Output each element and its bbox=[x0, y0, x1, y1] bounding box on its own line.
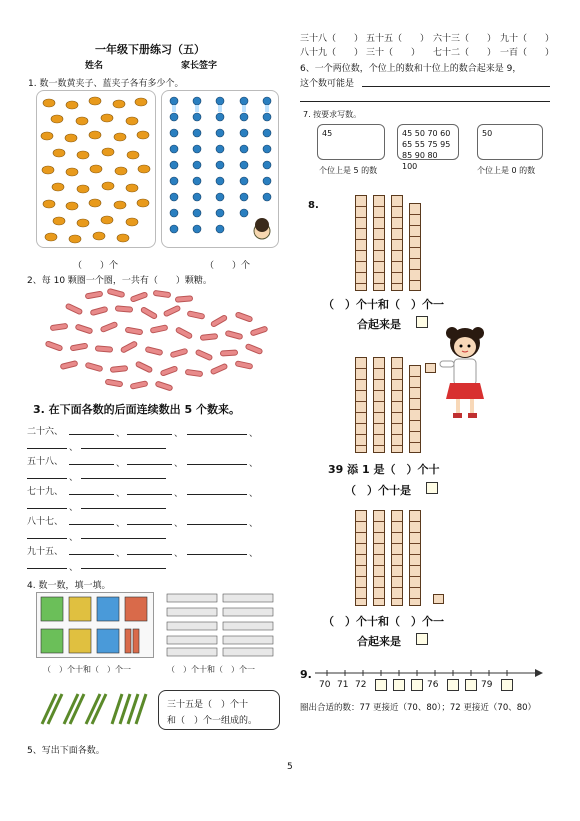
blue-clips-panel bbox=[161, 90, 279, 248]
q9-number-line bbox=[313, 666, 551, 698]
q3-row-label-5: 九十五、 bbox=[27, 547, 64, 557]
question-6-line-1: 6、一个两位数，个位上的数和十位上的数合起来是 9， bbox=[300, 64, 522, 74]
pencil-bundles-box bbox=[36, 592, 154, 658]
q9-blank-80[interactable] bbox=[501, 679, 513, 691]
q7-panel bbox=[299, 106, 551, 178]
q8b-tens-blocks bbox=[355, 355, 435, 455]
q5-item-8[interactable]: 一百（ ） bbox=[500, 48, 555, 58]
q7-box-middle bbox=[397, 124, 459, 171]
q8b-line-1: 39 添 1 是（ ）个十 bbox=[328, 463, 440, 476]
q9-tick-label: 70 bbox=[319, 680, 331, 690]
q5-item-2[interactable]: 五十五（ ） bbox=[366, 34, 430, 44]
question-9-number: 9. bbox=[300, 668, 312, 681]
q9-tick-label: 72 bbox=[355, 680, 367, 690]
q9-tick-label: 76 bbox=[427, 680, 439, 690]
q4-speech-bubble bbox=[158, 690, 280, 730]
q9-tick-label: 79 bbox=[481, 680, 493, 690]
q8a-answer-box[interactable] bbox=[416, 316, 428, 328]
name-label: 姓名 bbox=[85, 61, 104, 71]
q8c-tens-blocks bbox=[355, 508, 455, 608]
q9-tick-labels bbox=[313, 678, 551, 694]
q9-blank-77[interactable] bbox=[447, 679, 459, 691]
q1-answer-blue[interactable]: （ ）个 bbox=[205, 261, 251, 271]
yellow-clips-illustration bbox=[37, 91, 156, 248]
q6-answer-line-2[interactable] bbox=[300, 101, 550, 102]
page-number: 5 bbox=[287, 762, 293, 772]
q5-row-1 bbox=[300, 31, 555, 45]
q8c-line-1: （ ）个十和（ ）个一 bbox=[323, 615, 444, 628]
q7-box-right-value: 50 bbox=[482, 129, 493, 138]
q8a-line-2: 合起来是 bbox=[357, 318, 401, 331]
q9-blank-73[interactable] bbox=[375, 679, 387, 691]
q8b-line-2: （ ）个十是 bbox=[345, 484, 411, 497]
question-3-text: 3. 在下面各数的后面连续数出 5 个数来。 bbox=[33, 403, 240, 416]
q3-row-label-3: 七十九、 bbox=[27, 487, 64, 497]
q9-blank-74[interactable] bbox=[393, 679, 405, 691]
q9-tick-label: 71 bbox=[337, 680, 349, 690]
girl-icon bbox=[436, 325, 494, 425]
q7-box-left[interactable] bbox=[317, 124, 385, 160]
candy-cluster bbox=[45, 288, 275, 393]
worksheet-title: 一年级下册练习（五） bbox=[95, 43, 205, 56]
question-8-number: 8. bbox=[308, 200, 319, 211]
q5-item-3[interactable]: 六十三（ ） bbox=[433, 34, 497, 44]
cube-rows bbox=[165, 592, 277, 658]
q8a-line-1: （ ）个十和（ ）个一 bbox=[323, 298, 444, 311]
q4-caption-left: （ ）个十和（ ）个一 bbox=[43, 665, 131, 674]
q8c-answer-box[interactable] bbox=[416, 633, 428, 645]
girl-illustration bbox=[436, 325, 494, 425]
q3-row-label-2: 五十八、 bbox=[27, 457, 64, 467]
q4-caption-right: （ ）个十和（ ）个一 bbox=[167, 665, 255, 674]
q7-box-right[interactable] bbox=[477, 124, 543, 160]
q7-label-left: 个位上是 5 的数 bbox=[319, 166, 378, 175]
q4-bubble-line-2: 和（ ）个一组成的。 bbox=[167, 716, 258, 726]
q5-item-1[interactable]: 三十八（ ） bbox=[300, 34, 364, 44]
q9-blank-75[interactable] bbox=[411, 679, 423, 691]
q7-box-left-value: 45 bbox=[322, 129, 333, 138]
parent-signature-label: 家长签字 bbox=[181, 61, 218, 71]
q5-item-5[interactable]: 八十九（ ） bbox=[300, 48, 364, 58]
question-1-text: 1. 数一数黄夹子、蓝夹子各有多少个。 bbox=[28, 79, 184, 89]
question-7-text: 7. 按要求写数。 bbox=[303, 110, 362, 119]
q1-answer-yellow[interactable]: （ ）个 bbox=[73, 261, 119, 271]
pencil-bundles-illustration bbox=[37, 593, 155, 659]
q9-caption: 圈出合适的数：77 更接近（70、80）；72 更接近（70、80） bbox=[300, 703, 537, 713]
q6-answer-line[interactable] bbox=[362, 86, 550, 87]
q5-item-6[interactable]: 三十（ ） bbox=[366, 48, 421, 58]
q3-row-label-1: 二十六、 bbox=[27, 427, 64, 437]
q4-bubble-line-1: 三十五是（ ）个十 bbox=[167, 700, 249, 710]
q3-rows: 二十六、 、 、 、 、 五十八、 、 、 、 、 七十九、 、 、 、 、 八十七、 、 、 、 、 九十五、 、 、 、 、 bbox=[27, 424, 267, 574]
q8a-tens-blocks bbox=[355, 193, 435, 293]
q5-item-7[interactable]: 七十二（ ） bbox=[433, 48, 497, 58]
stick-bundles bbox=[38, 690, 148, 728]
question-4-text: 4. 数一数，填一填。 bbox=[27, 581, 111, 591]
q7-box-middle-line-2: 65 55 75 95 bbox=[402, 140, 451, 149]
question-6-line-2: 这个数可能是 bbox=[300, 79, 355, 89]
q9-blank-78[interactable] bbox=[465, 679, 477, 691]
q7-box-middle-line-1: 45 50 70 60 bbox=[402, 129, 451, 138]
q8b-answer-box[interactable] bbox=[426, 482, 438, 494]
cube-rows-illustration bbox=[165, 592, 277, 658]
blue-clips-illustration bbox=[162, 91, 279, 248]
q7-label-right: 个位上是 0 的数 bbox=[477, 166, 536, 175]
q8c-line-2: 合起来是 bbox=[357, 635, 401, 648]
q5-item-4[interactable]: 九十（ ） bbox=[500, 34, 555, 44]
question-5-text: 5、写出下面各数。 bbox=[27, 746, 105, 756]
yellow-clips-panel bbox=[36, 90, 156, 248]
q3-row-label-4: 八十七、 bbox=[27, 517, 64, 527]
question-2-text: 2、每 10 颗圈一个圈，一共有（ ）颗糖。 bbox=[27, 276, 212, 286]
q5-row-2 bbox=[300, 45, 555, 59]
q7-box-middle-line-3: 85 90 80 100 bbox=[402, 151, 438, 171]
stick-bundles-illustration bbox=[38, 690, 148, 728]
